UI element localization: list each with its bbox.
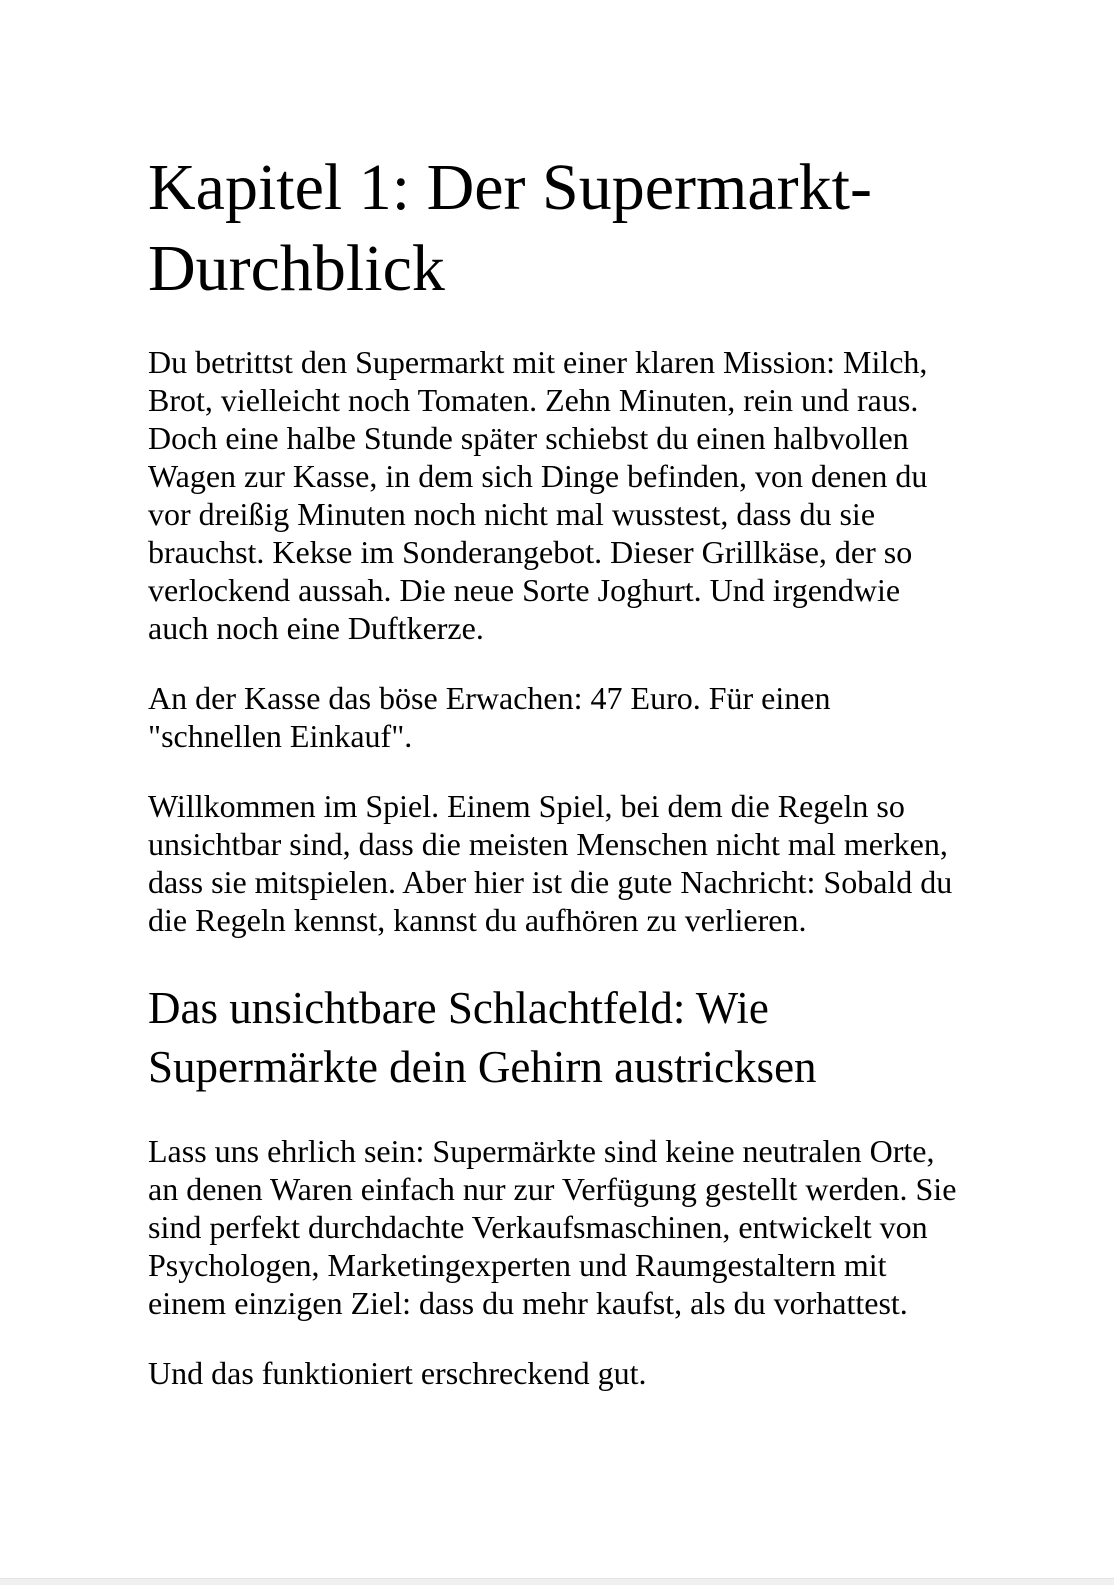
intro-paragraph: An der Kasse das böse Erwachen: 47 Euro. Für einen "schnellen Einkauf". [148, 680, 831, 755]
intro-paragraph: Willkommen im Spiel. Einem Spiel, bei dem die Regeln so unsichtbar sind, dass die meisten Menschen nicht mal merken, dass sie mitspielen. Aber hier ist die gute Nachricht: Sobald du die Regeln kennst, kannst du aufhören zu verlieren. [148, 788, 953, 939]
chapter-title: Kapitel 1: Der Supermarkt-Durchblick [148, 151, 872, 305]
section-paragraph: Und das funktioniert erschreckend gut. [148, 1354, 647, 1391]
section-heading: Das unsichtbare Schlachtfeld: Wie Supermärkte dein Gehirn austricksen [148, 983, 817, 1093]
intro-paragraph: Du betrittst den Supermarkt mit einer klaren Mission: Milch, Brot, vielleicht noch Tomaten. Zehn Minuten, rein und raus. Doch eine halbe Stunde später schiebst du einen halbvollen Wagen zur Kasse, in dem sich Dinge befinden, von denen du vor dreißig Minuten noch nicht mal wusstest, dass du sie brauchst. Kekse im Sonderangebot. Dieser Grillkäse, der so verlockend aussah. Die neue Sorte Joghurt. Und irgendwie auch noch eine Duftkerze. [148, 344, 928, 647]
bottom-ui-strip [0, 1578, 1114, 1585]
section-paragraph: Lass uns ehrlich sein: Supermärkte sind keine neutralen Orte, an denen Waren einfach nur zur Verfügung gestellt werden. Sie sind perfekt durchdachte Verkaufsmaschinen, entwickelt von Psychologen, Marketingexperten und Raumgestaltern mit einem einzigen Ziel: dass du mehr kaufst, als du vorhattest. [148, 1132, 957, 1321]
chapter-content [148, 0, 968, 1424]
